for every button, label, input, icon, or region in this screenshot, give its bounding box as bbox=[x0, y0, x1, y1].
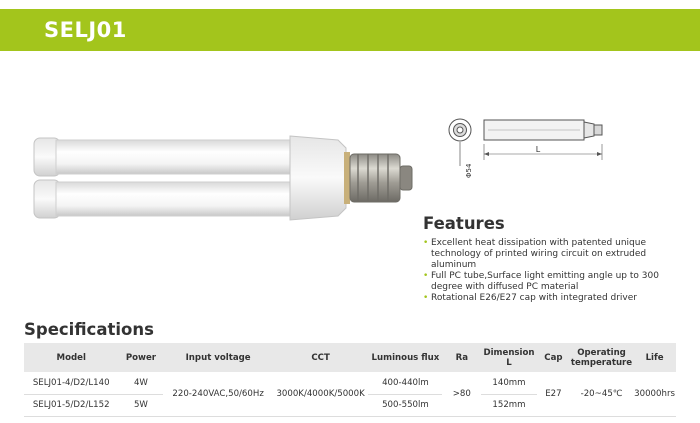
header-ra: Ra bbox=[442, 343, 481, 372]
table-row bbox=[24, 372, 676, 394]
specifications-table bbox=[24, 343, 676, 417]
header-luminous-flux: Luminous flux bbox=[368, 343, 442, 372]
feature-item: • Full PC tube,Surface light emitting angle up to 300 degree with diffused PC material bbox=[423, 271, 659, 292]
header-cct: CCT bbox=[273, 343, 369, 372]
cell-luminous-flux: 400-440lm bbox=[382, 377, 429, 388]
dimension-drawing bbox=[440, 108, 610, 188]
header-model: Model bbox=[24, 343, 118, 372]
bullet-icon: • bbox=[423, 293, 429, 303]
header-input-voltage: Input voltage bbox=[163, 343, 272, 372]
cell-dimension: 152mm bbox=[492, 400, 526, 410]
cell-model: SELJ01-4/D2/L140 bbox=[32, 377, 110, 388]
cell-cct: 3000K/4000K/5000K bbox=[276, 388, 365, 399]
cell-power: 5W bbox=[133, 400, 148, 410]
cell-cap: E27 bbox=[545, 388, 562, 399]
table-header-row bbox=[24, 343, 676, 372]
cell-power: 4W bbox=[133, 377, 148, 388]
bullet-icon: • bbox=[423, 238, 429, 248]
product-photo bbox=[28, 118, 428, 238]
features-heading: Features bbox=[423, 214, 505, 233]
cell-life: 30000hrs bbox=[634, 388, 675, 399]
bullet-icon: • bbox=[423, 271, 429, 281]
cell-luminous-flux: 500-550lm bbox=[382, 400, 429, 410]
feature-item: • Rotational E26/E27 cap with integrated driver bbox=[423, 293, 637, 303]
header-operating-temperature: Operating temperature bbox=[570, 343, 633, 372]
cell-input-voltage: 220-240VAC,50/60Hz bbox=[172, 388, 264, 399]
header-bar bbox=[0, 9, 700, 51]
feature-item: • Excellent heat dissipation with patented unique technology of printed wiring circuit on extruded aluminum bbox=[423, 238, 647, 270]
length-label: L bbox=[535, 145, 541, 154]
header-cap: Cap bbox=[537, 343, 570, 372]
cell-model: SELJ01-5/D2/L152 bbox=[32, 400, 110, 410]
cell-dimension: 140mm bbox=[492, 377, 526, 388]
header-life: Life bbox=[633, 343, 676, 372]
features-list bbox=[423, 238, 693, 304]
header-power: Power bbox=[118, 343, 163, 372]
diameter-label: Φ54 bbox=[465, 163, 473, 178]
product-title: SELJ01 bbox=[44, 18, 127, 42]
cell-operating-temperature: -20~45℃ bbox=[580, 388, 623, 399]
specifications-heading: Specifications bbox=[24, 320, 154, 339]
cell-ra: >80 bbox=[452, 388, 471, 399]
header-dimension: Dimension L bbox=[481, 343, 537, 372]
